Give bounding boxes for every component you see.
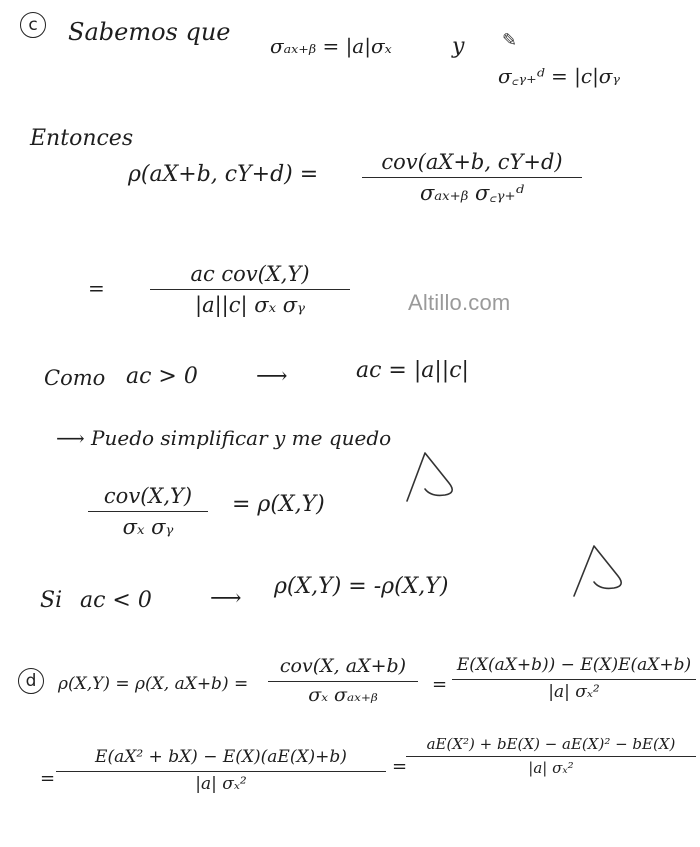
expectation-fraction-7-denominator: |a| σₓ² xyxy=(528,759,574,778)
cov-fraction-4-denominator: σₓ σₐₓ₊ᵦ xyxy=(308,683,378,706)
equals-sign-d3: = xyxy=(40,768,56,789)
fraction-bar xyxy=(406,756,696,757)
expectation-fraction-5 xyxy=(452,656,696,702)
expectation-fraction-5-numerator: E(X(aX+b)) − E(X)E(aX+b) xyxy=(456,655,692,675)
fraction-bar xyxy=(56,771,386,772)
rho-lhs: ρ(aX+b, cY+d) = xyxy=(128,162,319,187)
fraction-bar xyxy=(452,679,696,680)
como-label: Como xyxy=(44,366,106,390)
sigma-cyd-identity: σ꜀ᵧ₊ᵈ = |c|σᵧ xyxy=(498,64,620,88)
cov-fraction-1-numerator: cov(aX+b, cY+d) xyxy=(381,150,563,174)
equals-sign-2: = xyxy=(88,276,105,300)
entonces-label: Entonces xyxy=(30,126,134,151)
como-arrow: ⟶ xyxy=(256,364,288,389)
checkmark-icon xyxy=(405,445,465,505)
cov-fraction-4 xyxy=(268,656,418,707)
equals-sign-d2: = xyxy=(432,674,448,695)
cov-fraction-2-denominator: |a||c| σₓ σᵧ xyxy=(195,293,305,318)
expectation-fraction-5-denominator: |a| σₓ² xyxy=(548,681,600,702)
fraction-bar xyxy=(150,289,350,290)
si-arrow: ⟶ xyxy=(210,586,242,611)
cov-fraction-3-numerator: cov(X,Y) xyxy=(103,484,193,508)
sabemos-label: Sabemos que xyxy=(68,18,231,46)
expectation-fraction-7 xyxy=(406,736,696,778)
fraction-bar xyxy=(268,681,418,682)
como-result: ac = |a||c| xyxy=(356,358,469,383)
cov-fraction-3 xyxy=(88,484,208,539)
watermark: Altillo.com xyxy=(408,290,511,315)
expectation-fraction-6-numerator: E(aX² + bX) − E(X)(aE(X)+b) xyxy=(95,747,347,767)
rho-xy-equals: = ρ(X,Y) xyxy=(232,492,325,517)
fraction-bar xyxy=(362,177,582,178)
cov-fraction-2-numerator: ac cov(X,Y) xyxy=(190,262,310,286)
cov-fraction-1-denominator: σₐₓ₊ᵦ σ꜀ᵧ₊ᵈ xyxy=(419,181,525,206)
cov-fraction-1 xyxy=(362,150,582,205)
si-condition: ac < 0 xyxy=(80,588,152,613)
conjunction-y: y xyxy=(452,34,465,59)
part-c-letter: c xyxy=(28,15,38,35)
d-lhs: ρ(X,Y) = ρ(X, aX+b) = xyxy=(58,674,249,694)
fraction-bar xyxy=(88,511,208,512)
part-d-marker xyxy=(18,668,44,694)
equals-sign-d4: = xyxy=(392,756,408,777)
expectation-fraction-7-numerator: aE(X²) + bE(X) − aE(X)² − bE(X) xyxy=(426,735,676,753)
checkmark-icon xyxy=(572,540,632,600)
part-d-letter: d xyxy=(25,671,37,691)
sigma-axb-identity: σₐₓ₊ᵦ = |a|σₓ xyxy=(270,34,392,58)
part-c-marker xyxy=(20,12,46,38)
scribble-icon: ✎ xyxy=(502,30,518,51)
si-label: Si xyxy=(40,588,63,613)
cov-fraction-4-numerator: cov(X, aX+b) xyxy=(279,655,407,677)
expectation-fraction-6 xyxy=(56,748,386,794)
como-condition: ac > 0 xyxy=(126,364,198,389)
expectation-fraction-6-denominator: |a| σₓ² xyxy=(195,773,247,794)
puedo-label: ⟶ Puedo simplificar y me quedo xyxy=(56,426,392,450)
cov-fraction-3-denominator: σₓ σᵧ xyxy=(122,515,174,540)
si-result: ρ(X,Y) = -ρ(X,Y) xyxy=(274,574,449,599)
cov-fraction-2 xyxy=(150,262,350,317)
